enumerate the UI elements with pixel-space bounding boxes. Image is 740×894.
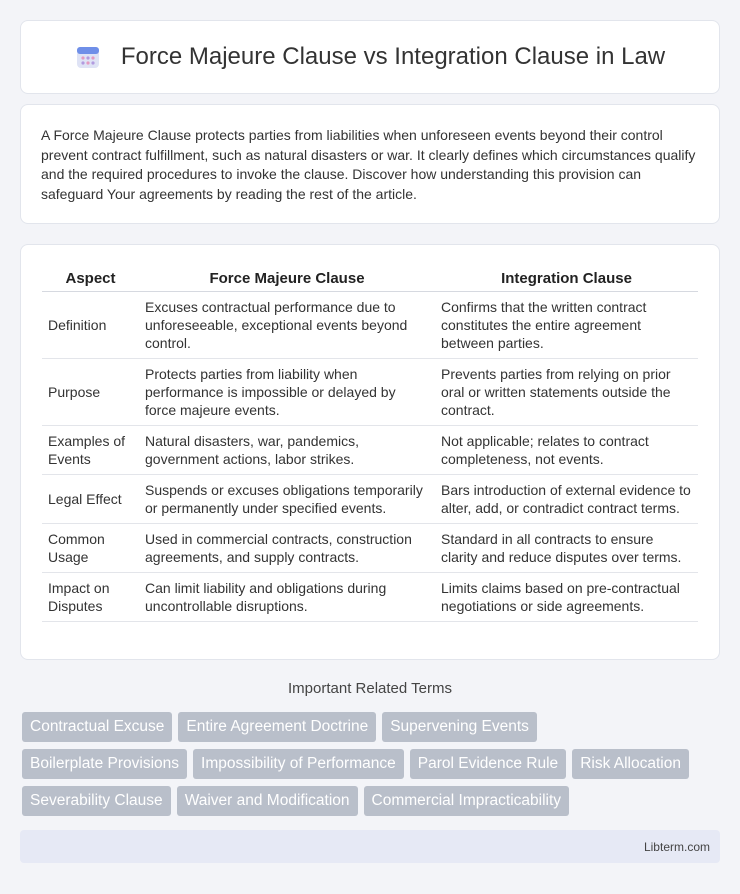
related-term-tag[interactable]: Parol Evidence Rule: [410, 749, 566, 779]
row-force-majeure: Excuses contractual performance due to unforeseeable, exceptional events beyond control.: [139, 292, 435, 359]
table-row: [42, 292, 698, 359]
row-force-majeure: Natural disasters, war, pandemics, government actions, labor strikes.: [139, 426, 435, 475]
comparison-table: [42, 263, 698, 622]
related-term-tag[interactable]: Severability Clause: [22, 786, 171, 816]
row-force-majeure: Can limit liability and obligations during uncontrollable disruptions.: [139, 573, 435, 622]
related-term-tag[interactable]: Commercial Impracticability: [364, 786, 569, 816]
row-integration: Limits claims based on pre-contractual negotiations or side agreements.: [435, 573, 698, 622]
related-term-tag[interactable]: Supervening Events: [382, 712, 537, 742]
row-integration: Bars introduction of external evidence to alter, add, or contradict contract terms.: [435, 475, 698, 524]
tag-row: [22, 749, 722, 779]
row-force-majeure: Used in commercial contracts, construction agreements, and supply contracts.: [139, 524, 435, 573]
row-integration: Confirms that the written contract constitutes the entire agreement between parties.: [435, 292, 698, 359]
page-title: Force Majeure Clause vs Integration Clause in Law: [120, 43, 666, 70]
table-row: [42, 573, 698, 622]
row-force-majeure: Protects parties from liability when performance is impossible or delayed by force majeure events.: [139, 359, 435, 426]
related-term-tag[interactable]: Boilerplate Provisions: [22, 749, 187, 779]
related-term-tag[interactable]: Contractual Excuse: [22, 712, 172, 742]
footer-site-link[interactable]: Libterm.com: [643, 839, 710, 854]
row-aspect: Impact on Disputes: [42, 573, 139, 622]
tag-row: [22, 786, 722, 816]
row-integration: Prevents parties from relying on prior oral or written statements outside the contract.: [435, 359, 698, 426]
intro-card: [20, 104, 720, 224]
title-card: [20, 20, 720, 94]
related-term-tag[interactable]: Risk Allocation: [572, 749, 689, 779]
comparison-card: [20, 244, 720, 660]
row-aspect: Definition: [42, 292, 139, 359]
related-term-tag[interactable]: Impossibility of Performance: [193, 749, 404, 779]
tag-row: [22, 712, 722, 742]
footer: [20, 830, 720, 863]
row-aspect: Common Usage: [42, 524, 139, 573]
row-force-majeure: Suspends or excuses obligations temporarily or permanently under specified events.: [139, 475, 435, 524]
table-row: [42, 475, 698, 524]
table-row: [42, 359, 698, 426]
row-integration: Not applicable; relates to contract completeness, not events.: [435, 426, 698, 475]
related-terms: [22, 712, 722, 823]
row-aspect: Examples of Events: [42, 426, 139, 475]
related-terms-title: Important Related Terms: [288, 680, 452, 697]
header-force-majeure: Force Majeure Clause: [139, 263, 435, 292]
header-aspect: Aspect: [42, 263, 139, 292]
calendar-icon: [75, 44, 101, 70]
header-integration: Integration Clause: [435, 263, 698, 292]
table-row: [42, 524, 698, 573]
row-aspect: Purpose: [42, 359, 139, 426]
row-integration: Standard in all contracts to ensure clarity and reduce disputes over terms.: [435, 524, 698, 573]
table-row: [42, 426, 698, 475]
intro-paragraph: A Force Majeure Clause protects parties from liabilities when unforeseen events beyond their control prevent contract fulfillment, such as natural disasters or war. It clearly defines which circumstances qualify and the required procedures to invoke the clause. Discover how understanding this provision can safeguard Your agreements by reading the rest of the article.: [41, 127, 696, 202]
related-term-tag[interactable]: Waiver and Modification: [177, 786, 358, 816]
related-term-tag[interactable]: Entire Agreement Doctrine: [178, 712, 376, 742]
table-header-row: [42, 263, 698, 292]
row-aspect: Legal Effect: [42, 475, 139, 524]
